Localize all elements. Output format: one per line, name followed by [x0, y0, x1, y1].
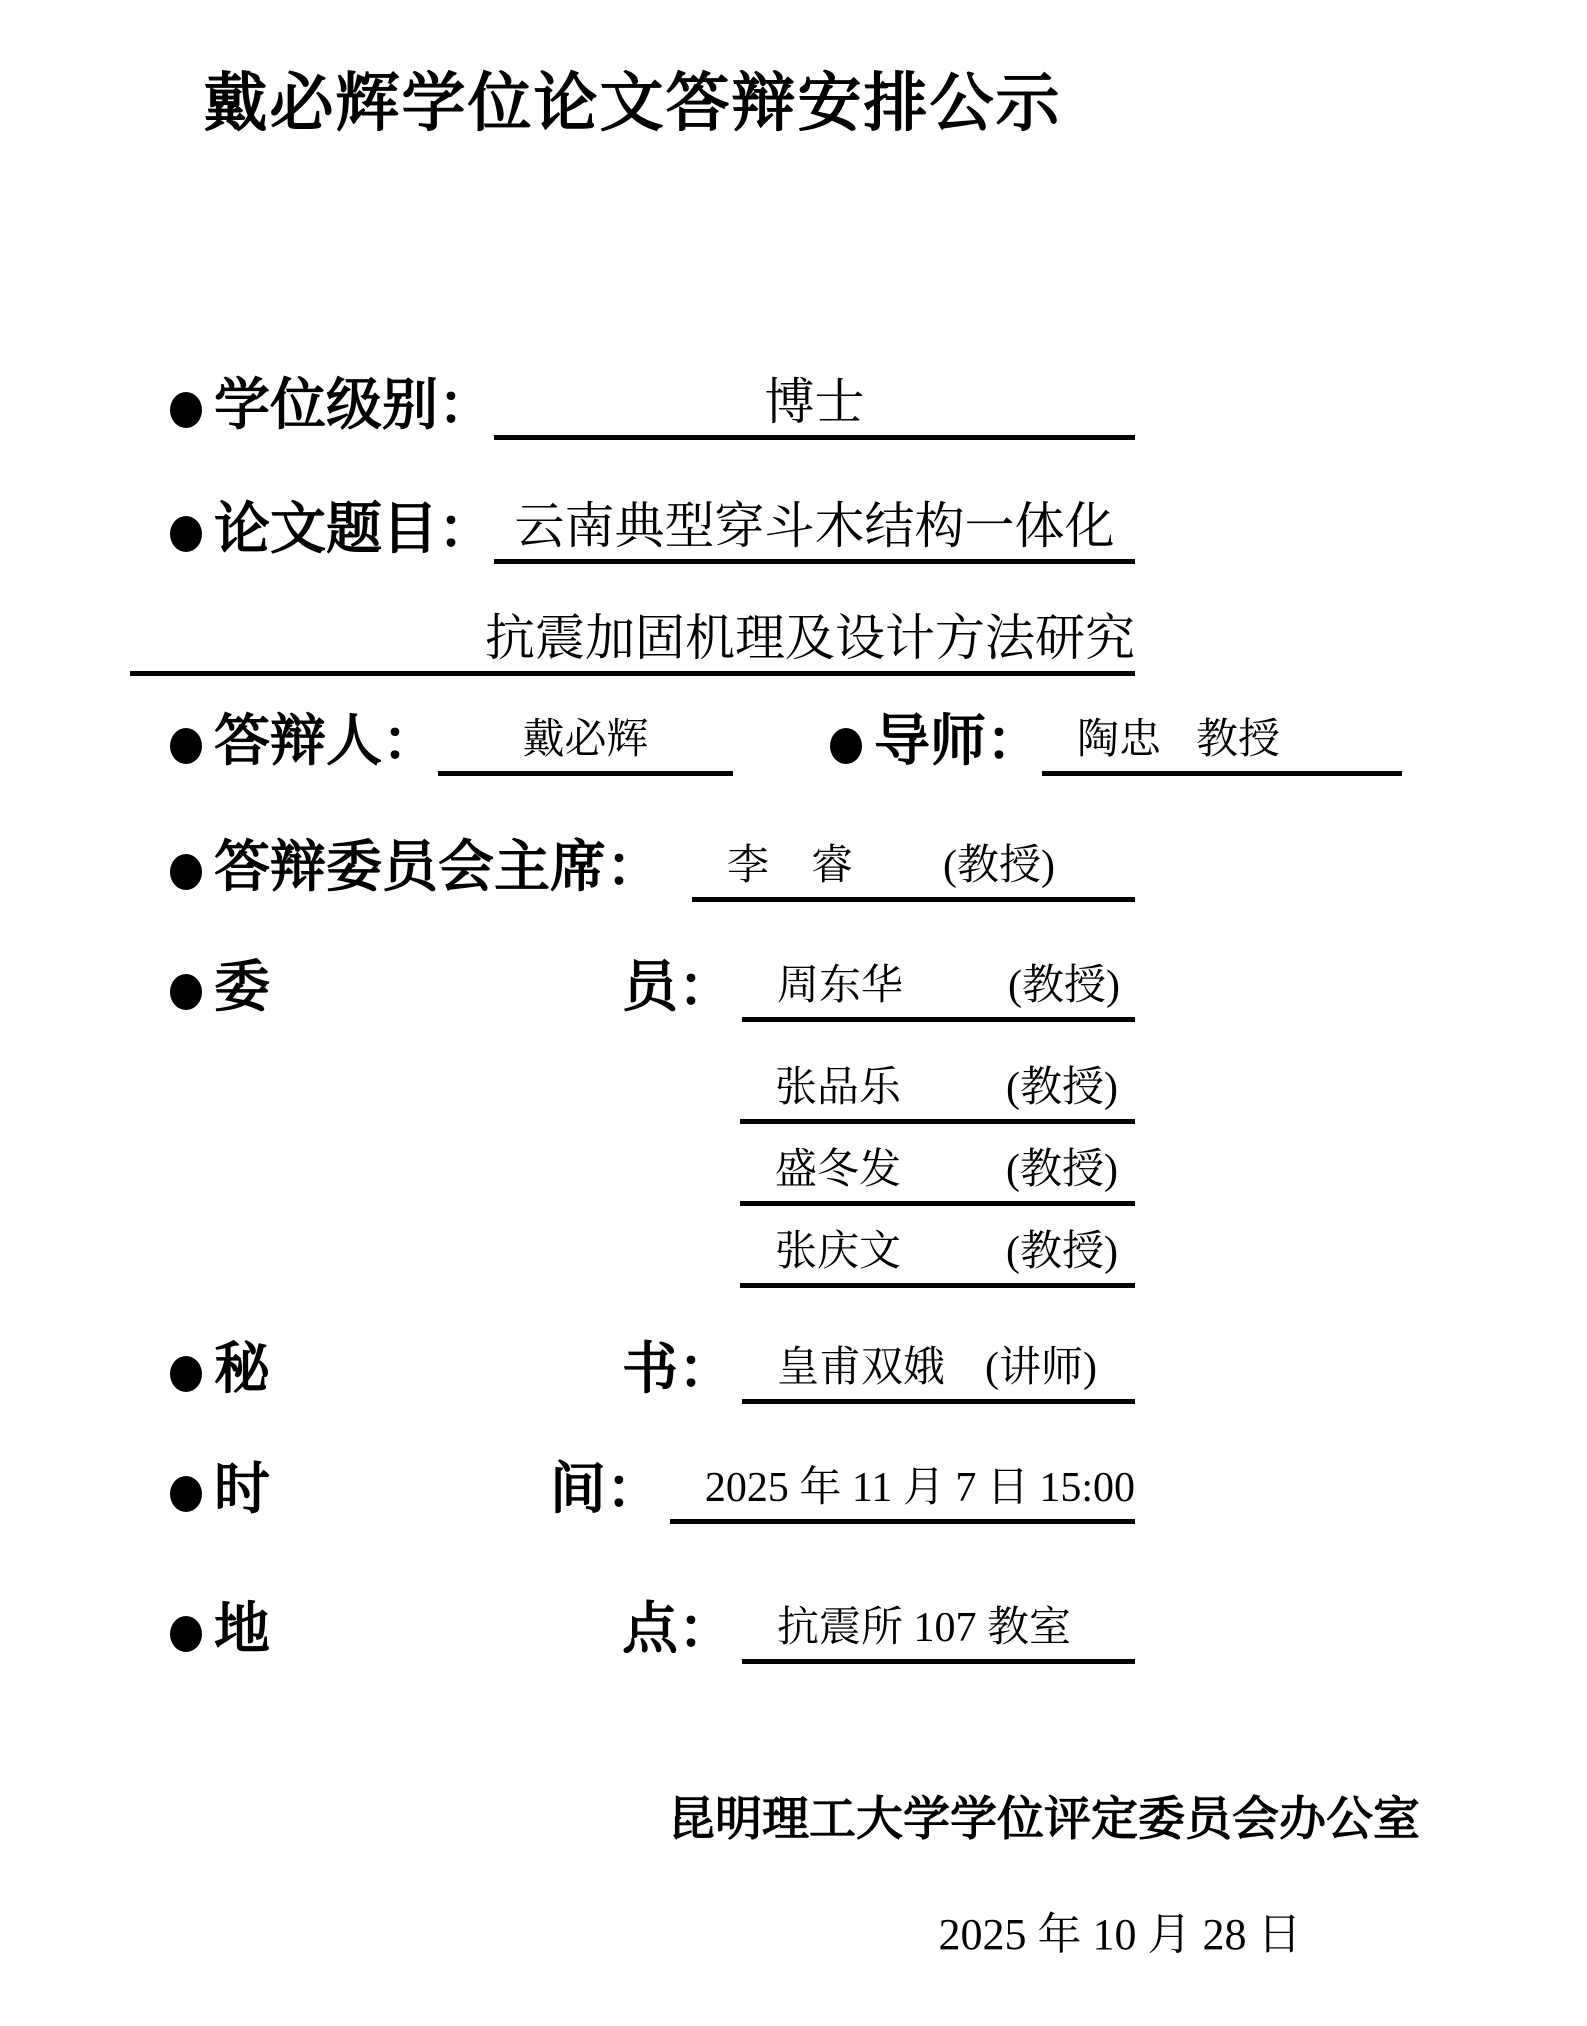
page-title: 戴必辉学位论文答辩安排公示: [203, 68, 1062, 139]
committee-member-title: (教授): [1006, 1228, 1118, 1275]
time-row: [170, 1452, 1135, 1524]
committee-member-name: 张品乐: [775, 1064, 902, 1111]
bullet-icon: [170, 854, 202, 890]
committee-label-second: 员：: [622, 957, 734, 1020]
committee-member-title: (教授): [1006, 1146, 1118, 1193]
time-label-first: 时: [214, 1459, 270, 1522]
location-field: [742, 1592, 1135, 1664]
thesis-title-row: [170, 492, 1135, 564]
degree-level-value: 博士: [764, 373, 865, 430]
thesis-title-label: 论文题目：: [214, 499, 494, 562]
thesis-title-continuation-field: [130, 604, 1135, 676]
secretary-row: [170, 1332, 1135, 1404]
chair-label: 答辩委员会主席：: [214, 837, 662, 900]
location-row: [170, 1592, 1135, 1664]
bullet-icon: [830, 728, 862, 764]
bullet-icon: [170, 974, 202, 1010]
secretary-title: (讲师): [985, 1344, 1097, 1391]
supervisor-title: 教授: [1196, 716, 1281, 763]
time-label: [214, 1460, 662, 1524]
committee-member-field: [740, 1062, 1135, 1124]
chair-row: [170, 830, 1135, 902]
time-field: [670, 1452, 1135, 1524]
defender-field: [438, 704, 733, 776]
bullet-icon: [170, 1616, 202, 1652]
degree-level-label: 学位级别：: [214, 375, 494, 438]
committee-member-row: [170, 950, 1135, 1022]
committee-member-row: [740, 1144, 1135, 1206]
secretary-field: [742, 1332, 1135, 1404]
committee-label: [214, 958, 734, 1022]
location-label: [214, 1600, 734, 1664]
degree-level-field: [494, 368, 1135, 440]
secretary-label-first: 秘: [214, 1339, 270, 1402]
committee-member-name: 盛冬发: [775, 1146, 902, 1193]
committee-member-row: [740, 1062, 1135, 1124]
committee-member-field: [740, 1144, 1135, 1206]
secretary-label: [214, 1340, 734, 1404]
supervisor-row: [830, 704, 1402, 776]
defender-value: 戴必辉: [522, 716, 649, 763]
defender-row: [170, 704, 733, 776]
thesis-title-line2: 抗震加固机理及设计方法研究: [485, 609, 1135, 666]
committee-member-name: 张庆文: [775, 1228, 902, 1275]
committee-member-title: (教授): [1008, 962, 1120, 1009]
footer-organization: 昆明理工大学学位评定委员会办公室: [668, 1794, 1420, 1846]
bullet-icon: [170, 1476, 202, 1512]
time-value: 2025 年 11 月 7 日 15:00: [704, 1464, 1135, 1511]
committee-label-first: 委: [214, 957, 270, 1020]
committee-member-field: [742, 950, 1135, 1022]
bullet-icon: [170, 516, 202, 552]
chair-field: [692, 830, 1135, 902]
thesis-title-continuation-row: [130, 604, 1135, 676]
committee-member-name: 周东华: [777, 962, 904, 1009]
location-value: 抗震所 107 教室: [777, 1604, 1072, 1651]
committee-member-row: [740, 1226, 1135, 1288]
location-label-second: 点：: [622, 1599, 734, 1662]
bullet-icon: [170, 392, 202, 428]
supervisor-name: 陶忠: [1077, 716, 1162, 763]
bullet-icon: [170, 1356, 202, 1392]
secretary-name: 皇甫双娥: [777, 1344, 946, 1391]
thesis-title-line1: 云南典型穿斗木结构一体化: [514, 497, 1115, 554]
thesis-title-field: [494, 492, 1135, 564]
chair-title: (教授): [943, 842, 1055, 889]
bullet-icon: [170, 728, 202, 764]
committee-member-field: [740, 1226, 1135, 1288]
supervisor-field: [1042, 704, 1402, 776]
location-label-first: 地: [214, 1599, 270, 1662]
chair-name: 李 睿: [727, 842, 854, 889]
supervisor-label: 导师：: [874, 711, 1042, 774]
secretary-label-second: 书：: [622, 1339, 734, 1402]
committee-member-title: (教授): [1006, 1064, 1118, 1111]
footer-date: 2025 年 10 月 28 日: [938, 1910, 1302, 1959]
degree-level-row: [170, 368, 1135, 440]
defender-label: 答辩人：: [214, 711, 438, 774]
time-label-second: 间：: [549, 1459, 662, 1522]
